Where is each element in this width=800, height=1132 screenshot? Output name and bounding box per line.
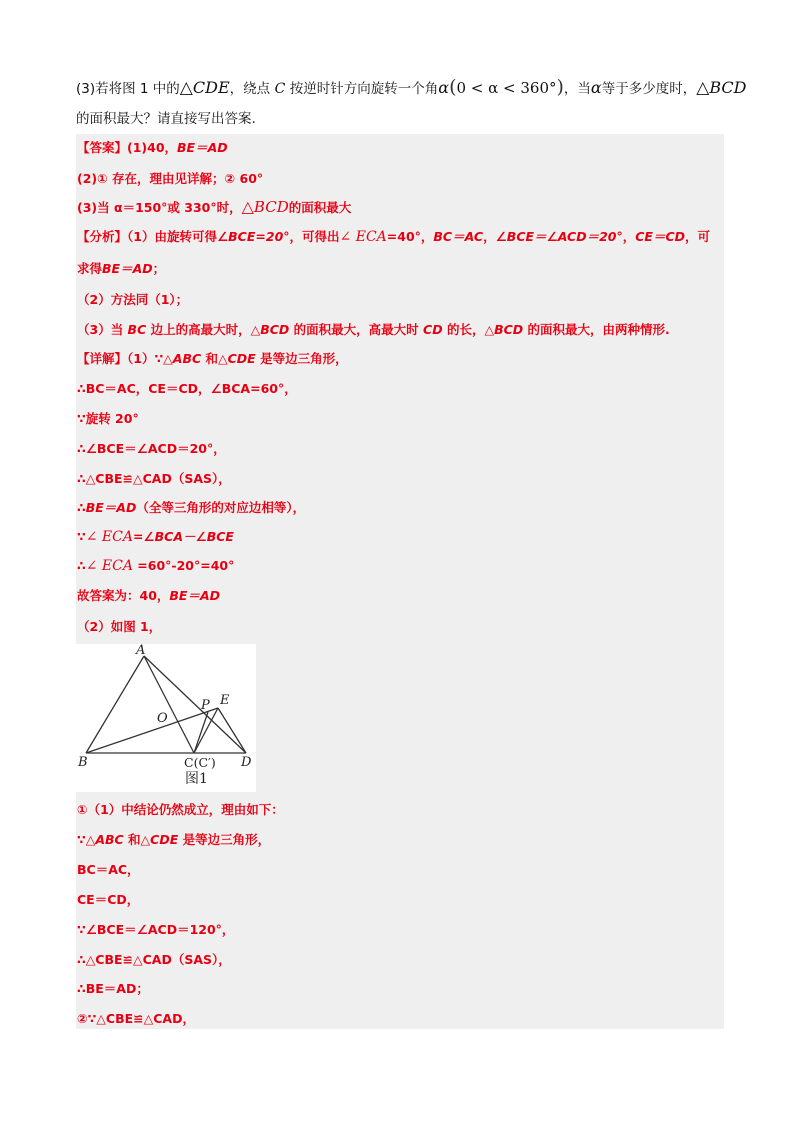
analysis-line-3: （2）方法同（1）； xyxy=(77,292,189,307)
answer-panel xyxy=(76,134,724,1029)
analysis-line-4: （3）当 BC 边上的高最大时，△BCD 的面积最大，高最大时 CD 的长，△BCD 的面积最大，由两种情形. xyxy=(77,322,670,337)
segment-ac xyxy=(144,656,194,753)
question-text: (3)若将图 1 中的 xyxy=(76,81,180,97)
detail-line-9: 故答案为：40，BE＝AD xyxy=(77,588,221,603)
detail-line-2: ∴BC＝AC，CE＝CD，∠BCA=60°， xyxy=(77,381,297,396)
triangle-symbol: △ xyxy=(179,78,193,98)
part2-line-2: ∵△ABC 和△CDE 是等边三角形， xyxy=(77,832,271,847)
answer-summary-1: 【答案】(1)40，BE＝AD xyxy=(77,140,228,155)
question-text: 等于多少度时， xyxy=(601,81,697,97)
math-c: C xyxy=(270,81,290,97)
segment-cp xyxy=(194,712,208,753)
detail-line-4: ∴∠BCE＝∠ACD＝20°， xyxy=(77,441,226,456)
detail-line-10: （2）如图 1， xyxy=(77,619,162,634)
math-cde: CDE xyxy=(192,78,230,97)
segment-ad xyxy=(144,656,246,753)
label-a: A xyxy=(136,643,146,658)
question-line-2: 的面积最大？请直接写出答案. xyxy=(76,111,256,127)
label-o: O xyxy=(157,711,168,726)
answer-summary-3: (3)当 α＝150°或 330°时，△BCD的面积最大 xyxy=(77,197,352,216)
analysis-line-2: 求得BE＝AD； xyxy=(77,261,166,276)
detail-line-6: ∴BE＝AD（全等三角形的对应边相等）， xyxy=(77,500,306,515)
part2-line-1: ①（1）中结论仍然成立，理由如下： xyxy=(77,802,284,817)
detail-line-7: ∵∠ ECA=∠BCA－∠BCE xyxy=(77,529,234,545)
answer-summary-2: (2)① 存在，理由见详解；② 60° xyxy=(77,171,264,186)
analysis-line-1: 【分析】（1）由旋转可得∠BCE=20°，可得出∠ ECA=40°，BC＝AC，∠BCE＝∠ACD＝20°，CE＝CD，可 xyxy=(77,229,711,245)
label-p: P xyxy=(201,698,210,713)
part2-line-8: ②∵△CBE≌△CAD， xyxy=(77,1011,195,1026)
label-c: C(C′) xyxy=(184,755,216,770)
detail-line-5: ∴△CBE≌△CAD（SAS）， xyxy=(77,471,231,486)
math-alpha: α xyxy=(438,78,450,97)
detail-line-8: ∴∠ ECA =60°-20°=40° xyxy=(77,558,235,574)
segment-ab xyxy=(86,656,144,753)
part2-line-3: BC＝AC， xyxy=(77,862,140,877)
question-text: ，绕点 xyxy=(229,81,271,97)
detail-line-3: ∵旋转 20° xyxy=(77,411,139,426)
triangle-symbol: △ xyxy=(696,78,710,98)
part2-line-4: CE＝CD， xyxy=(77,892,140,907)
part2-line-7: ∴BE＝AD； xyxy=(77,981,149,996)
label-d: D xyxy=(241,755,252,770)
label-b: B xyxy=(78,755,88,770)
figure-caption: 图1 xyxy=(185,771,208,787)
paren-left: ( xyxy=(449,76,457,98)
label-e: E xyxy=(220,693,230,708)
geometry-figure xyxy=(76,644,256,792)
part2-line-6: ∴△CBE≌△CAD（SAS）， xyxy=(77,952,231,967)
math-alpha: α xyxy=(590,78,602,97)
math-bcd: BCD xyxy=(709,78,747,97)
question-text: ，当 xyxy=(563,81,591,97)
paren-right: ) xyxy=(556,76,564,98)
part2-line-5: ∵∠BCE＝∠ACD＝120°， xyxy=(77,922,235,937)
math-alpha-range: 0 < α < 360° xyxy=(456,79,557,97)
detail-line-1: 【详解】（1）∵△ABC 和△CDE 是等边三角形， xyxy=(77,351,348,366)
question-text: 按逆时针方向旋转一个角 xyxy=(289,81,439,97)
question-line-1 xyxy=(76,76,747,100)
